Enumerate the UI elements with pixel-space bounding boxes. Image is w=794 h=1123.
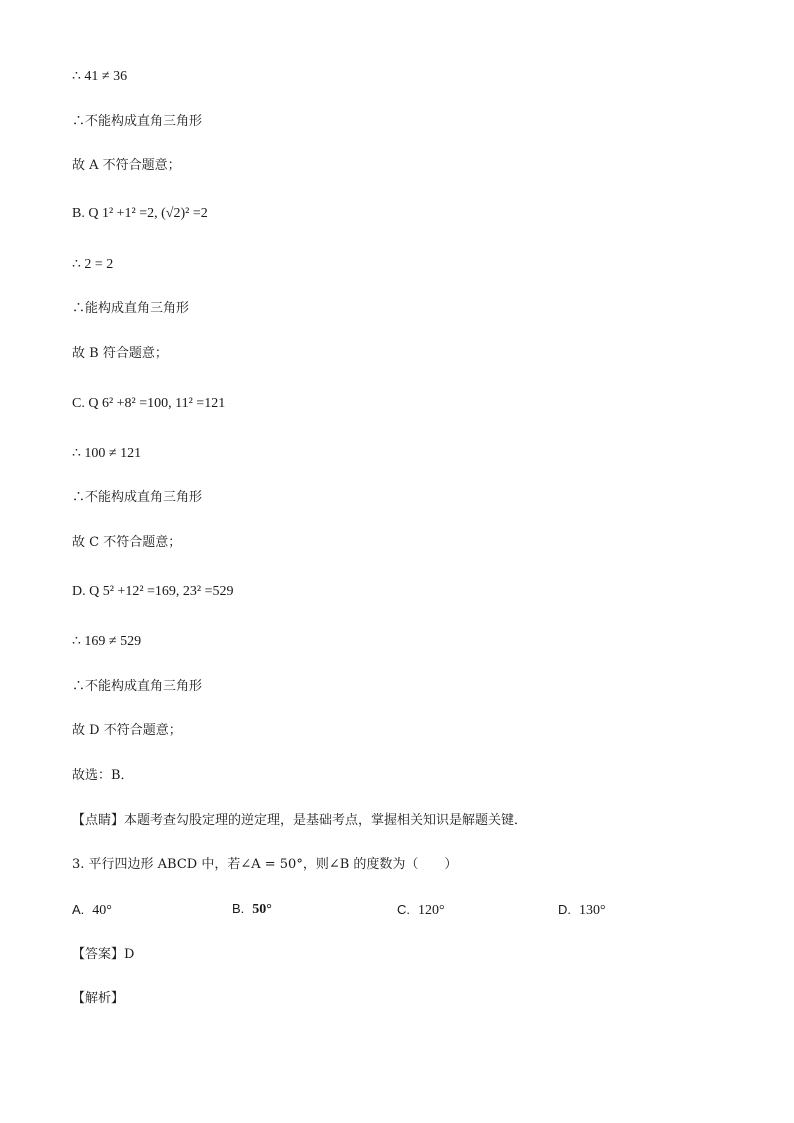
option-label: D. — [558, 902, 571, 917]
note-line: 【点睛】本题考查勾股定理的逆定理，是基础考点，掌握相关知识是解题关键． — [72, 813, 528, 828]
text-line: ∴不能构成直角三角形 — [72, 679, 203, 694]
option-value: 40° — [92, 903, 112, 918]
option-c — [397, 901, 445, 919]
text-line: 故 D 不符合题意； — [72, 723, 182, 738]
question-line: 3. 平行四边形 ABCD 中，若∠A = 50°，则∠B 的度数为（ ） — [72, 857, 458, 872]
text-line: D. Q 5² +12² =169, 23² =529 — [72, 584, 234, 599]
option-a — [72, 901, 112, 919]
option-b — [232, 900, 272, 918]
text-line: ∴ 2 = 2 — [72, 257, 114, 272]
text-line: 故 C 不符合题意； — [72, 535, 182, 550]
text-line: ∴ 100 ≠ 121 — [72, 446, 142, 461]
text-line: ∴ 41 ≠ 36 — [72, 69, 128, 84]
text-line: ∴不能构成直角三角形 — [72, 490, 203, 505]
option-label: A. — [72, 902, 85, 917]
text-line: C. Q 6² +8² =100, 11² =121 — [72, 396, 226, 411]
option-label: B. — [232, 901, 245, 916]
text-line: 故选：B． — [72, 768, 134, 783]
text-line: ∴ 169 ≠ 529 — [72, 634, 142, 649]
option-d — [558, 901, 606, 919]
option-value: 50° — [252, 902, 272, 917]
text-line: B. Q 1² +1² =2, (√2)² =2 — [72, 206, 208, 221]
text-line: ∴能构成直角三角形 — [72, 301, 190, 316]
analysis-heading: 【解析】 — [72, 991, 125, 1006]
option-label: C. — [397, 902, 410, 917]
text-line: 故 A 不符合题意； — [72, 158, 181, 173]
option-value: 130° — [579, 903, 606, 918]
text-line: ∴不能构成直角三角形 — [72, 114, 203, 129]
answer-line: 【答案】D — [72, 947, 135, 962]
option-value: 120° — [418, 903, 445, 918]
text-line: 故 B 符合题意； — [72, 346, 168, 361]
